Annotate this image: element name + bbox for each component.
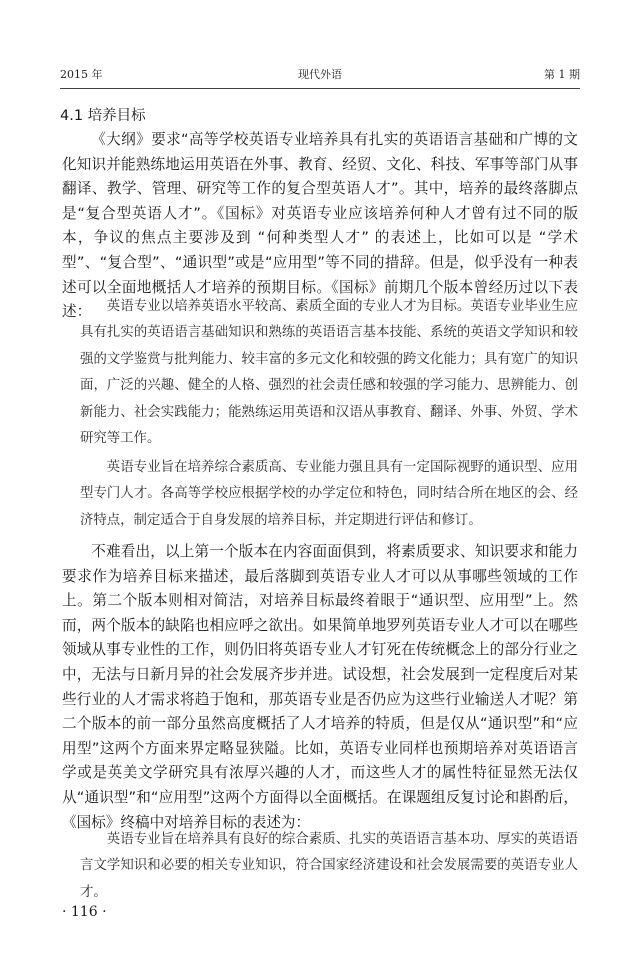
analysis-paragraph: 不难看出，以上第一个版本在内容面面俱到，将素质要求、知识要求和能力要求作为培养目标来描述，最后落脚到英语专业人才可以从事哪些领域的工作上。第二个版本则相对简洁，对培养目标最终着眼于“通识型、应用型”上。然而，两个版本的缺陷也相应呼之欲出。如果简单地罗列英语专业人才可以在哪些领域从事专业性的工作，则仍旧将英语专业人才钉死在传统概念上的部分行业之中，无法与日新月异的社会发展齐步并进。试设想，社会发展到一定程度后对某些行业的人才需求将趋于饱和，那英语专业是否仍应为这些行业输送人才呢？第二个版本的前一部分虽然高度概括了人才培养的特质，但是仅从“通识型”和“应用型”这两个方面来界定略显狭隘。比如，英语专业同样也预期培养对英语语言学或是英美文学研究具有浓厚兴趣的人才，而这些人才的属性特征显然无法仅从“通识型”和“应用型”这两个方面得以全面概括。在课题组反复讨论和斟酌后，《国标》终稿中对培养目标的表述为： bbox=[62, 543, 578, 831]
running-header bbox=[60, 66, 580, 86]
block-quote-version-2: 英语专业旨在培养综合素质高、专业能力强且具有一定国际视野的通识型、应用型专门人才。各高等学校应根据学校的办学定位和特色，同时结合所在地区的会、经济特点，制定适合于自身发展的培养目标，并定期进行评估和修订。 bbox=[80, 460, 578, 528]
section-heading: 4.1 培养目标 bbox=[60, 108, 146, 124]
header-year: 2015 年 bbox=[60, 68, 103, 81]
header-rule bbox=[60, 88, 580, 89]
header-issue: 第 1 期 bbox=[544, 68, 580, 81]
page-number: · 116 · bbox=[62, 904, 107, 920]
block-quote-final: 英语专业旨在培养具有良好的综合素质、扎实的英语语言基本功、厚实的英语语言文学知识和必要的相关专业知识，符合国家经济建设和社会发展需要的英语专业人才。 bbox=[80, 832, 578, 900]
intro-paragraph: 《大纲》要求“高等学校英语专业培养具有扎实的英语语言基础和广博的文化知识并能熟练地运用英语在外事、教育、经贸、文化、科技、军事等部门从事翻译、教学、管理、研究等工作的复合型英语人才”。其中，培养的最终落脚点是“复合型英语人才”。《国标》对英语专业应该培养何种人才曾有过不同的版本，争议的焦点主要涉及到 “何种类型人才” 的表述上，比如可以是 “学术型”、“复合型”、“通识型”或是“应用型”等不同的措辞。但是，似乎没有一种表述可以全面地概括人才培养的预期目标。《国标》前期几个版本曾经历过以下表述： bbox=[62, 131, 578, 321]
header-journal-title: 现代外语 bbox=[298, 68, 342, 81]
block-quote-version-1: 英语专业以培养英语水平较高、素质全面的专业人才为目标。英语专业毕业生应具有扎实的英语语言基础知识和熟练的英语语言基本技能、系统的英语文学知识和较强的文学鉴赏与批判能力、较丰富的多元文化和较强的跨文化能力；具有宽广的知识面，广泛的兴趣、健全的人格、强烈的社会责任感和较强的学习能力、思辨能力、创新能力、社会实践能力；能熟练运用英语和汉语从事教育、翻译、外事、外贸、学术研究等工作。 bbox=[80, 299, 578, 447]
